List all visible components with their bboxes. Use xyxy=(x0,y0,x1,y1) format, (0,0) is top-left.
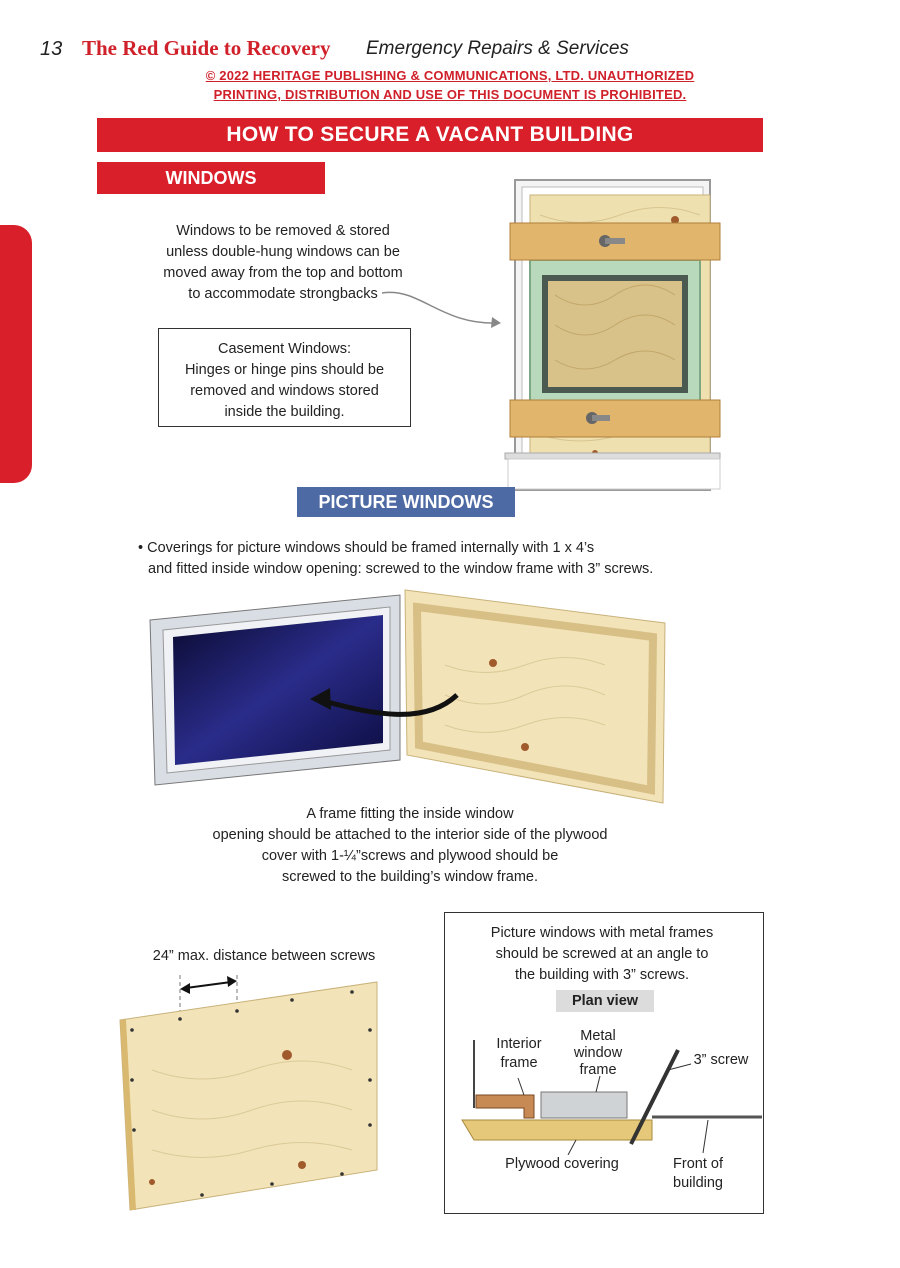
front-of-building-label xyxy=(660,1155,736,1193)
metal-note-line: Picture windows with metal frames xyxy=(490,925,714,941)
windows-heading: WINDOWS xyxy=(97,162,325,194)
frame-caption-line: screwed to the building’s window frame. xyxy=(281,869,539,885)
page-number: 13 xyxy=(40,38,63,60)
windows-note-line: unless double-hung windows can be xyxy=(166,244,400,260)
bullet-marker: • xyxy=(138,540,144,556)
section-title: HOW TO SECURE A VACANT BUILDING xyxy=(97,118,763,152)
casement-line: Hinges or hinge pins should be xyxy=(184,362,385,378)
picture-windows-heading: PICTURE WINDOWS xyxy=(297,487,515,517)
plan-view-diagram xyxy=(456,1040,762,1155)
side-tab xyxy=(0,225,32,483)
picture-windows-bullet xyxy=(138,538,778,580)
strongback-window-illustration xyxy=(500,175,725,505)
interior-frame-label-line: frame xyxy=(500,1055,538,1071)
screw-spacing-label: 24” max. distance between screws xyxy=(152,948,376,964)
guide-title: The Red Guide to Recovery xyxy=(82,36,331,60)
frame-caption-line: opening should be attached to the interior side of the plywood xyxy=(212,827,608,843)
metal-frames-note xyxy=(456,923,748,986)
screw-label: 3” screw xyxy=(693,1052,749,1068)
metal-frame-label-line: frame xyxy=(579,1062,617,1078)
guide-subtitle: Emergency Repairs & Services xyxy=(366,38,629,59)
metal-frame-label-line: window xyxy=(573,1045,623,1061)
bullet-line-1: Coverings for picture windows should be framed internally with 1 x 4’s xyxy=(147,540,595,556)
frame-caption xyxy=(150,804,670,888)
metal-note-line: the building with 3” screws. xyxy=(514,967,690,983)
casement-line: removed and windows stored xyxy=(190,383,379,399)
plywood-panel-illustration xyxy=(112,970,387,1215)
metal-note-line: should be screwed at an angle to xyxy=(495,946,709,962)
frame-caption-line: A frame fitting the inside window xyxy=(306,806,514,822)
plan-view-label: Plan view xyxy=(556,990,654,1012)
casement-note-box xyxy=(158,328,411,427)
bullet-line-2: and fitted inside window opening: screwed to the window frame with 3” screws. xyxy=(148,561,654,577)
metal-frame-label-line: Metal xyxy=(580,1028,616,1044)
interior-frame-label-line: Interior xyxy=(496,1036,542,1052)
front-label-line: building xyxy=(673,1175,723,1191)
casement-line: Casement Windows: xyxy=(218,341,351,357)
casement-line: inside the building. xyxy=(224,404,345,420)
windows-note-line: to accommodate strongbacks xyxy=(188,286,378,302)
copyright-line-1: © 2022 HERITAGE PUBLISHING & COMMUNICATIONS, LTD. UNAUTHORIZED xyxy=(205,68,695,83)
plywood-covering-label: Plywood covering xyxy=(505,1156,619,1172)
windows-note-line: Windows to be removed & stored xyxy=(176,223,390,239)
copyright-line-2: PRINTING, DISTRIBUTION AND USE OF THIS DOCUMENT IS PROHIBITED. xyxy=(213,87,687,102)
frame-caption-line: cover with 1-¼”screws and plywood should be xyxy=(261,848,559,864)
front-label-line: Front of xyxy=(673,1156,723,1172)
picture-window-illustration xyxy=(145,585,675,810)
windows-note-line: moved away from the top and bottom xyxy=(163,265,403,281)
